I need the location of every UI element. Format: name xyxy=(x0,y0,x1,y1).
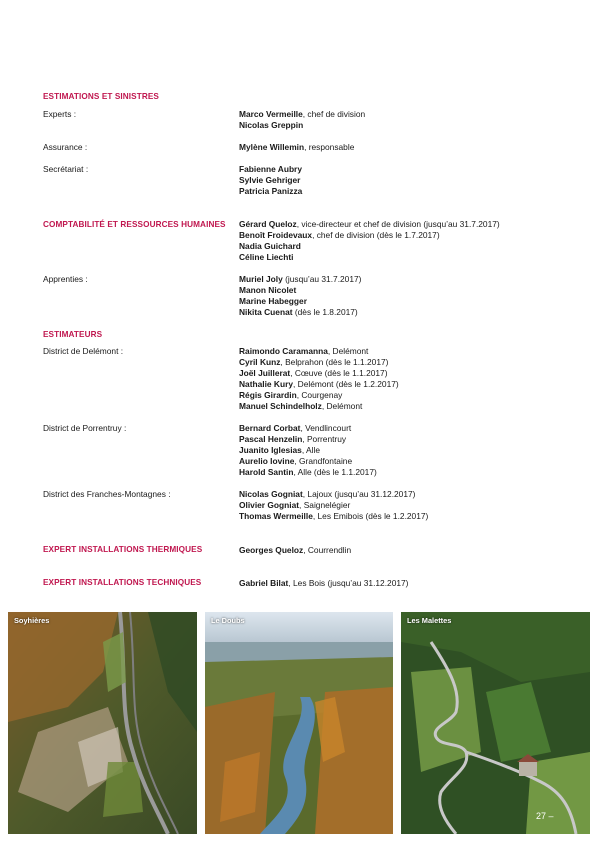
person-name: Muriel Joly xyxy=(239,274,283,284)
person-row xyxy=(239,164,302,175)
person-detail: , Delémont xyxy=(321,401,363,411)
person-row xyxy=(239,186,302,197)
person-row xyxy=(239,368,399,379)
person-name: Mylène Willemin xyxy=(239,142,305,152)
section-title-thermiques: EXPERT INSTALLATIONS THERMIQUES xyxy=(43,545,203,554)
person-row xyxy=(239,434,377,445)
group-label-assurance: Assurance : xyxy=(43,142,88,152)
person-name: Régis Girardin xyxy=(239,390,297,400)
photo-soyhieres xyxy=(8,612,197,834)
person-detail: , Les Emibois (dès le 1.2.2017) xyxy=(312,511,429,521)
person-detail: , vice-directeur et chef de division (jusqu’au 31.7.2017) xyxy=(296,219,500,229)
people-list-porrentruy xyxy=(239,423,377,478)
person-detail: , Delémont xyxy=(327,346,369,356)
group-label-franches-montagnes: District des Franches-Montagnes : xyxy=(43,489,171,499)
group-label-secretariat: Secrétariat : xyxy=(43,164,89,174)
group-label-apprenties: Apprenties : xyxy=(43,274,88,284)
person-name: Joël Juillerat xyxy=(239,368,291,378)
person-name: Benoît Froidevaux xyxy=(239,230,313,240)
people-list-assurance xyxy=(239,142,354,153)
person-detail: , Porrentruy xyxy=(302,434,347,444)
section-title-techniques: EXPERT INSTALLATIONS TECHNIQUES xyxy=(43,578,202,587)
person-name: Georges Queloz xyxy=(239,545,304,555)
person-name: Nathalie Kury xyxy=(239,379,293,389)
person-detail: , Belprahon (dès le 1.1.2017) xyxy=(280,357,389,367)
person-name: Nicolas Gogniat xyxy=(239,489,303,499)
aerial-river-illustration xyxy=(205,612,393,834)
people-list-franches-montagnes xyxy=(239,489,428,522)
person-name: Sylvie Gehriger xyxy=(239,175,301,185)
person-row xyxy=(239,241,500,252)
person-detail: , Alle xyxy=(301,445,320,455)
aerial-road-illustration xyxy=(401,612,590,834)
section-title-comptabilite: COMPTABILITÉ ET RESSOURCES HUMAINES xyxy=(43,220,226,229)
person-name: Thomas Wermeille xyxy=(239,511,313,521)
person-detail: , chef de division xyxy=(302,109,366,119)
person-row xyxy=(239,109,365,120)
photo-caption: Le Doubs xyxy=(211,616,245,625)
person-name: Patricia Panizza xyxy=(239,186,303,196)
person-row xyxy=(239,578,408,589)
person-name: Bernard Corbat xyxy=(239,423,301,433)
person-row xyxy=(239,423,377,434)
person-row xyxy=(239,285,361,296)
people-list-thermiques xyxy=(239,545,351,556)
person-detail: , chef de division (dès le 1.7.2017) xyxy=(312,230,440,240)
person-name: Raimondo Caramanna xyxy=(239,346,328,356)
person-row xyxy=(239,456,377,467)
person-name: Nikita Cuenat xyxy=(239,307,293,317)
person-row xyxy=(239,445,377,456)
person-row xyxy=(239,511,428,522)
person-name: Aurelio Iovine xyxy=(239,456,295,466)
aerial-village-illustration xyxy=(8,612,197,834)
person-name: Marco Vermeille xyxy=(239,109,303,119)
person-row xyxy=(239,489,428,500)
person-detail: , Cœuve (dès le 1.1.2017) xyxy=(290,368,388,378)
person-name: Marine Habegger xyxy=(239,296,307,306)
person-row xyxy=(239,274,361,285)
person-detail: (dès le 1.8.2017) xyxy=(292,307,358,317)
photo-caption: Les Malettes xyxy=(407,616,452,625)
person-detail: , Les Bois (jusqu’au 31.12.2017) xyxy=(288,578,409,588)
section-title-estimateurs: ESTIMATEURS xyxy=(43,330,103,339)
person-row xyxy=(239,545,351,556)
person-detail: , Delémont (dès le 1.2.2017) xyxy=(293,379,399,389)
person-row xyxy=(239,467,377,478)
people-list-secretariat xyxy=(239,164,302,197)
photo-les-malettes xyxy=(401,612,590,834)
person-detail: , Courrendlin xyxy=(303,545,352,555)
section-title-estimations: ESTIMATIONS ET SINISTRES xyxy=(43,92,159,101)
person-row xyxy=(239,500,428,511)
photo-caption: Soyhières xyxy=(14,616,50,625)
person-row xyxy=(239,142,354,153)
page-number: 27 – xyxy=(536,811,554,821)
person-detail: , Alle (dès le 1.1.2017) xyxy=(293,467,377,477)
person-detail: , Grandfontaine xyxy=(294,456,353,466)
person-name: Olivier Gogniat xyxy=(239,500,300,510)
people-list-delemont xyxy=(239,346,399,412)
person-row xyxy=(239,252,500,263)
person-detail: , Saignelégier xyxy=(299,500,351,510)
person-name: Fabienne Aubry xyxy=(239,164,302,174)
people-list-apprenties xyxy=(239,274,361,318)
person-detail: (jusqu’au 31.7.2017) xyxy=(282,274,362,284)
group-label-porrentruy: District de Porrentruy : xyxy=(43,423,127,433)
person-row xyxy=(239,120,365,131)
photo-le-doubs xyxy=(205,612,393,834)
person-row xyxy=(239,357,399,368)
people-list-experts xyxy=(239,109,365,131)
person-row xyxy=(239,230,500,241)
group-label-delemont: District de Delémont : xyxy=(43,346,124,356)
people-list-techniques xyxy=(239,578,408,589)
person-name: Nicolas Greppin xyxy=(239,120,304,130)
person-name: Gérard Queloz xyxy=(239,219,297,229)
people-list-comptabilite xyxy=(239,219,500,263)
person-row xyxy=(239,307,361,318)
person-detail: , responsable xyxy=(304,142,355,152)
person-row xyxy=(239,219,500,230)
person-detail: , Courgenay xyxy=(296,390,343,400)
person-name: Manuel Schindelholz xyxy=(239,401,322,411)
person-row xyxy=(239,401,399,412)
person-name: Cyril Kunz xyxy=(239,357,281,367)
person-detail: , Lajoux (jusqu’au 31.12.2017) xyxy=(302,489,416,499)
person-name: Céline Liechti xyxy=(239,252,294,262)
person-row xyxy=(239,296,361,307)
person-name: Pascal Henzelin xyxy=(239,434,303,444)
person-name: Nadia Guichard xyxy=(239,241,301,251)
person-detail: , Vendlincourt xyxy=(300,423,352,433)
person-name: Gabriel Bilat xyxy=(239,578,289,588)
person-name: Harold Santin xyxy=(239,467,294,477)
group-label-experts: Experts : xyxy=(43,109,77,119)
person-name: Manon Nicolet xyxy=(239,285,297,295)
person-name: Juanito Iglesias xyxy=(239,445,302,455)
person-row xyxy=(239,175,302,186)
person-row xyxy=(239,379,399,390)
person-row xyxy=(239,346,399,357)
person-row xyxy=(239,390,399,401)
